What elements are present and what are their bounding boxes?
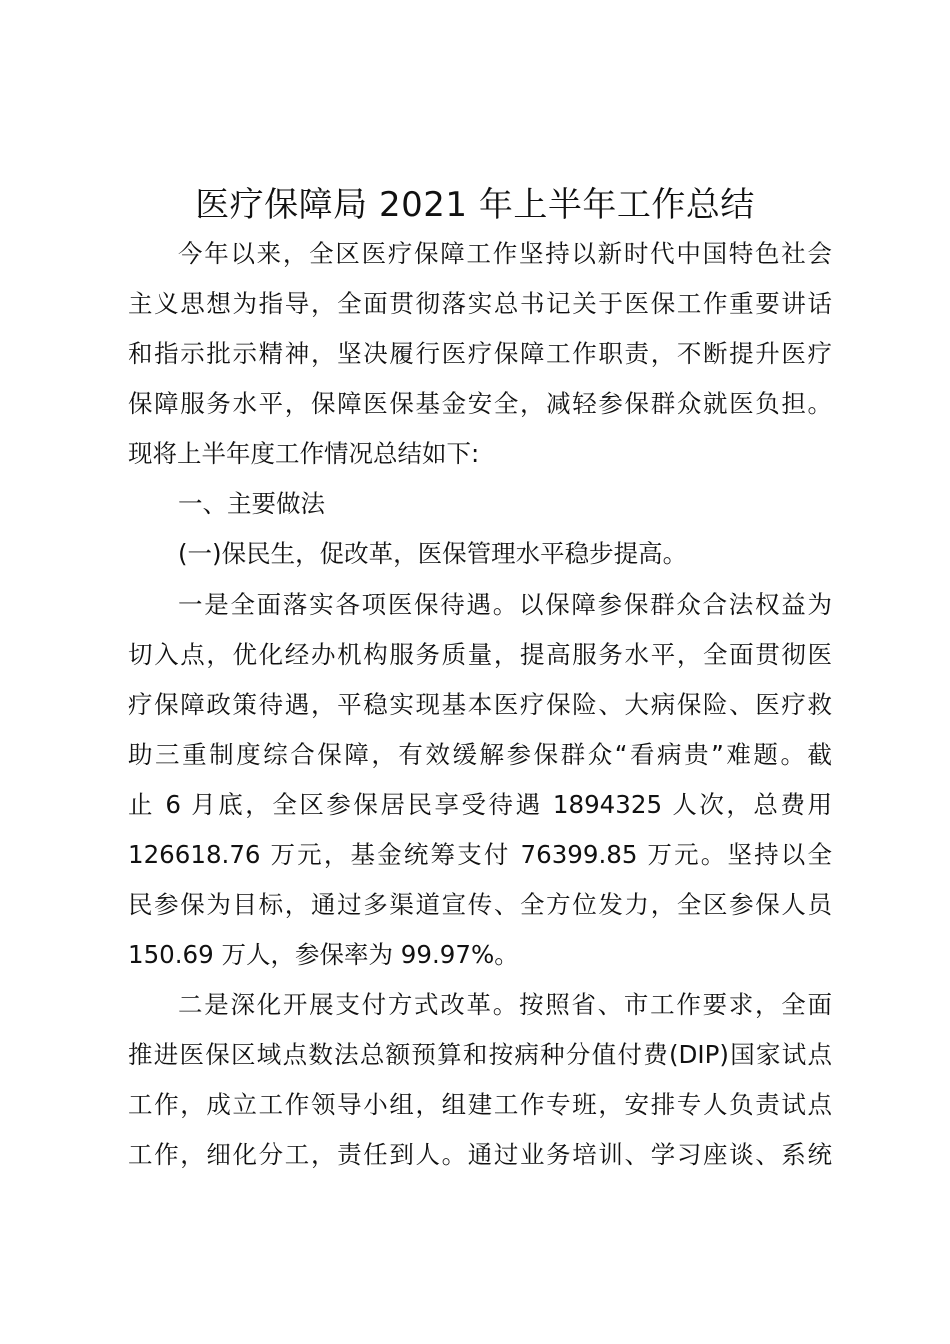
section-heading: 一、主要做法 (178, 489, 325, 518)
paragraph-line: 工作，成立工作领导小组，组建工作专班，安排专人负责试点 (128, 1090, 832, 1119)
paragraph-line: 助三重制度综合保障，有效缓解参保群众“看病贵”难题。截 (128, 740, 832, 769)
paragraph-line: 民参保为目标，通过多渠道宣传、全方位发力，全区参保人员 (128, 890, 832, 919)
paragraph-line: 疗保障政策待遇，平稳实现基本医疗保险、大病保险、医疗救 (128, 690, 832, 719)
paragraph-line: 推进医保区域点数法总额预算和按病种分值付费(DIP)国家试点 (128, 1040, 832, 1069)
document-title: 医疗保障局 2021 年上半年工作总结 (195, 185, 755, 225)
paragraph-line: 126618.76 万元，基金统筹支付 76399.85 万元。坚持以全 (128, 840, 832, 869)
paragraph-line: 一是全面落实各项医保待遇。以保障参保群众合法权益为 (178, 590, 832, 619)
paragraph-line: 150.69 万人，参保率为 99.97%。 (128, 940, 519, 969)
paragraph-line: 和指示批示精神，坚决履行医疗保障工作职责，不断提升医疗 (128, 339, 832, 368)
paragraph-line: 工作，细化分工，责任到人。通过业务培训、学习座谈、系统 (128, 1140, 832, 1169)
paragraph-line: 现将上半年度工作情况总结如下: (128, 439, 480, 468)
paragraph-line: 二是深化开展支付方式改革。按照省、市工作要求，全面 (178, 990, 832, 1019)
paragraph-line: 今年以来，全区医疗保障工作坚持以新时代中国特色社会 (178, 239, 832, 268)
subsection-heading: (一)保民生，促改革，医保管理水平稳步提高。 (178, 539, 688, 568)
paragraph-line: 保障服务水平，保障医保基金安全，减轻参保群众就医负担。 (128, 389, 832, 418)
paragraph-line: 切入点，优化经办机构服务质量，提高服务水平，全面贯彻医 (128, 640, 832, 669)
paragraph-line: 主义思想为指导，全面贯彻落实总书记关于医保工作重要讲话 (128, 289, 832, 318)
paragraph-line: 止 6 月底，全区参保居民享受待遇 1894325 人次，总费用 (128, 790, 832, 819)
